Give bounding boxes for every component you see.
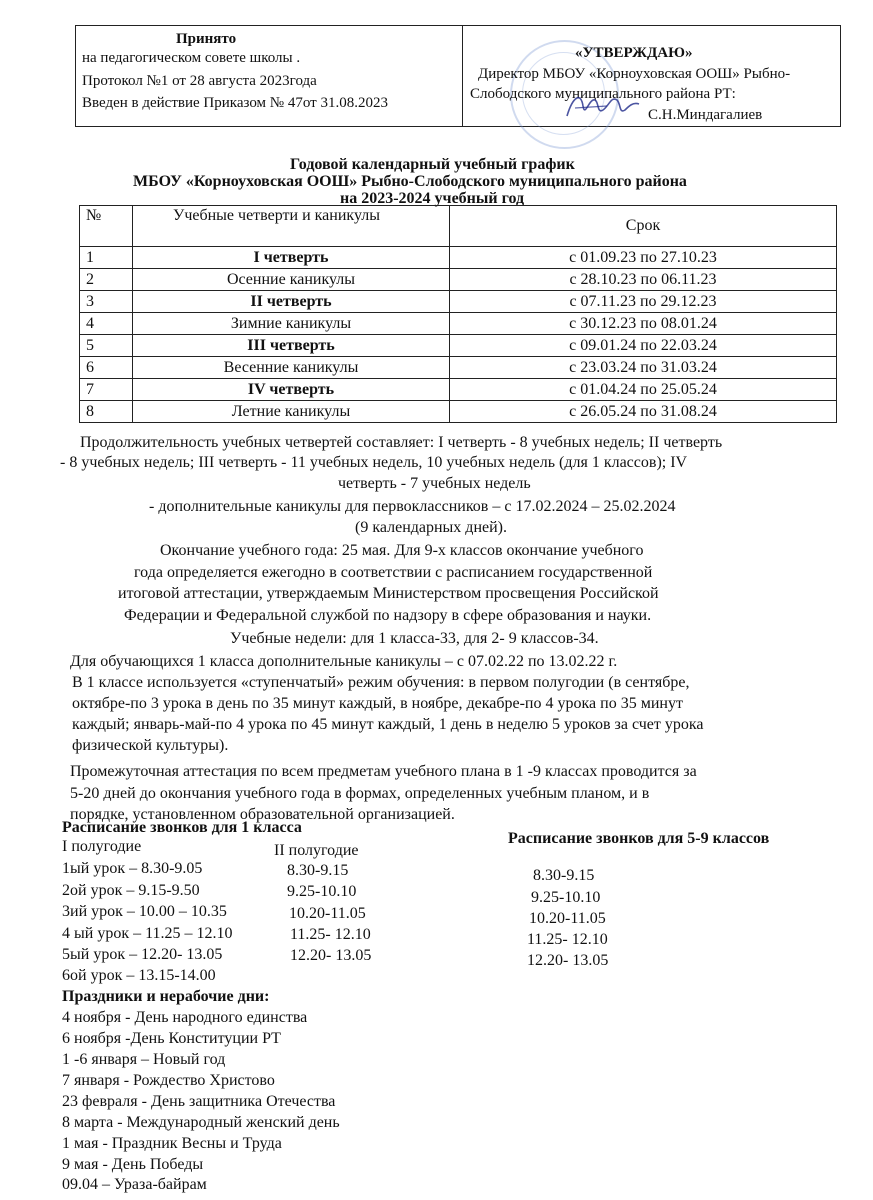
stepped-mode-line-3: каждый; январь-май-по 4 урока по 45 минут каждый, 1 день в неделю 5 уроков за счет урока [72, 716, 704, 733]
accepted-line-3: Введен в действие Приказом № 47от 31.08.2023 [82, 95, 388, 111]
bells-grade59-title: Расписание звонков для 5-9 классов [508, 830, 770, 847]
half1-lesson: 2ой урок – 9.15-9.50 [62, 882, 200, 899]
holiday-item: 6 ноября -День Конституции РТ [62, 1030, 281, 1047]
table-row [80, 269, 837, 291]
attestation-line-3: порядке, установленном образовательной организацией. [70, 806, 455, 823]
holiday-item: 1 мая - Праздник Весны и Труда [62, 1135, 282, 1152]
doc-title-line-3: на 2023-2024 учебный год [340, 190, 525, 207]
row-period: Летние каникулы [133, 401, 450, 423]
duration-line-2: - 8 учебных недель; III четверть - 11 учебных недель, 10 учебных недель (для 1 классов); IV [60, 454, 688, 471]
row-num: 1 [80, 247, 133, 269]
year-end-line-3: итоговой аттестации, утверждаемым Министерством просвещения Российской [118, 585, 659, 602]
schedule-table [79, 205, 837, 423]
holidays-title: Праздники и нерабочие дни: [62, 988, 270, 1005]
table-row [80, 291, 837, 313]
col-header-period: Учебные четверти и каникулы [133, 206, 450, 247]
table-row [80, 357, 837, 379]
year-end-line-2: года определяется ежегодно в соответствии с расписанием государственной [134, 564, 653, 581]
row-term: с 01.09.23 по 27.10.23 [450, 247, 837, 269]
table-header-row [80, 206, 837, 247]
attestation-line-2: 5-20 дней до окончания учебного года в формах, определенных учебным планом, и в [70, 785, 650, 802]
row-term: с 01.04.24 по 25.05.24 [450, 379, 837, 401]
half2-lesson: 11.25- 12.10 [290, 926, 371, 943]
duration-line-1: Продолжительность учебных четвертей составляет: I четверть - 8 учебных недель; II четверть [80, 434, 723, 451]
duration-line-3: четверть - 7 учебных недель [338, 475, 531, 492]
half1-lesson: 6ой урок – 13.15-14.00 [62, 967, 216, 984]
approved-line-1: Директор МБОУ «Корноуховская ООШ» Рыбно- [478, 66, 791, 82]
half1-lesson: 4 ый урок – 11.25 – 12.10 [62, 925, 233, 942]
attestation-line-1: Промежуточная аттестация по всем предметам учебного плана в 1 -9 классах проводится за [70, 763, 697, 780]
holiday-item: 7 января - Рождество Христово [62, 1072, 275, 1089]
approved-line-2: Слободского муниципального района РТ: [470, 86, 736, 102]
grade59-lesson: 11.25- 12.10 [527, 931, 608, 948]
col-header-num: № [80, 206, 133, 247]
row-num: 8 [80, 401, 133, 423]
grade59-lesson: 10.20-11.05 [529, 910, 606, 927]
row-num: 6 [80, 357, 133, 379]
table-row [80, 379, 837, 401]
first-grade-extra-holidays: Для обучающихся 1 класса дополнительные каникулы – с 07.02.22 по 13.02.22 г. [70, 653, 618, 670]
holiday-item: 4 ноября - День народного единства [62, 1009, 308, 1026]
row-num: 2 [80, 269, 133, 291]
grade59-lesson: 12.20- 13.05 [527, 952, 609, 969]
row-term: с 07.11.23 по 29.12.23 [450, 291, 837, 313]
year-end-line-4: Федерации и Федеральной службой по надзору в сфере образования и науки. [124, 607, 652, 624]
row-period: IV четверть [133, 379, 450, 401]
doc-title-line-1: Годовой календарный учебный график [290, 156, 575, 173]
half1-lesson: 1ый урок – 8.30-9.05 [62, 860, 203, 877]
half2-title: II полугодие [274, 842, 359, 859]
row-period: III четверть [133, 335, 450, 357]
row-term: с 30.12.23 по 08.01.24 [450, 313, 837, 335]
row-period: Весенние каникулы [133, 357, 450, 379]
grade59-lesson: 8.30-9.15 [533, 867, 595, 884]
row-term: с 26.05.24 по 31.08.24 [450, 401, 837, 423]
doc-title-line-2: МБОУ «Корноуховская ООШ» Рыбно-Слободского муниципального района [133, 173, 687, 190]
director-name: С.Н.Миндагалиев [648, 107, 763, 123]
accepted-title: Принято [176, 31, 237, 47]
row-period: Зимние каникулы [133, 313, 450, 335]
holiday-item: 23 февраля - День защитника Отечества [62, 1093, 336, 1110]
row-term: с 28.10.23 по 06.11.23 [450, 269, 837, 291]
row-period: I четверть [133, 247, 450, 269]
accepted-line-2: Протокол №1 от 28 августа 2023года [82, 73, 317, 89]
half2-lesson: 8.30-9.15 [287, 862, 349, 879]
stepped-mode-line-4: физической культуры). [72, 737, 229, 754]
half1-lesson: 3ий урок – 10.00 – 10.35 [62, 903, 227, 920]
header-divider [462, 25, 463, 127]
row-term: с 23.03.24 по 31.03.24 [450, 357, 837, 379]
holiday-item: 1 -6 января – Новый год [62, 1051, 226, 1068]
row-num: 7 [80, 379, 133, 401]
table-row [80, 401, 837, 423]
study-weeks: Учебные недели: для 1 класса-33, для 2- 9 классов-34. [230, 630, 599, 647]
row-num: 3 [80, 291, 133, 313]
table-row [80, 335, 837, 357]
director-signature [563, 88, 643, 124]
extra-holidays-line-1: - дополнительные каникулы для первоклассников – с 17.02.2024 – 25.02.2024 [149, 498, 676, 515]
row-term: с 09.01.24 по 22.03.24 [450, 335, 837, 357]
half2-lesson: 10.20-11.05 [289, 905, 366, 922]
holiday-item: 09.04 – Ураза-байрам [62, 1176, 207, 1193]
grade59-lesson: 9.25-10.10 [531, 889, 601, 906]
stepped-mode-line-2: октябре-по 3 урока в день по 35 минут каждый, в ноябре, декабре-по 4 урока по 35 минут [72, 695, 683, 712]
bells-grade1-title: Расписание звонков для 1 класса [62, 819, 302, 836]
row-num: 5 [80, 335, 133, 357]
holiday-item: 9 мая - День Победы [62, 1156, 204, 1173]
extra-holidays-line-2: (9 календарных дней). [355, 519, 507, 536]
table-row [80, 313, 837, 335]
half2-lesson: 12.20- 13.05 [290, 947, 372, 964]
holiday-item: 8 марта - Международный женский день [62, 1114, 340, 1131]
row-period: Осенние каникулы [133, 269, 450, 291]
year-end-line-1: Окончание учебного года: 25 мая. Для 9-х классов окончание учебного [160, 542, 644, 559]
approved-title: «УТВЕРЖДАЮ» [575, 45, 693, 61]
half1-title: I полугодие [62, 838, 142, 855]
accepted-line-1: на педагогическом совете школы . [82, 50, 301, 66]
row-period: II четверть [133, 291, 450, 313]
half2-lesson: 9.25-10.10 [287, 883, 357, 900]
half1-lesson: 5ый урок – 12.20- 13.05 [62, 946, 223, 963]
col-header-term: Срок [450, 206, 837, 247]
table-row [80, 247, 837, 269]
stepped-mode-line-1: В 1 классе используется «ступенчатый» режим обучения: в первом полугодии (в сентябре, [72, 674, 690, 691]
row-num: 4 [80, 313, 133, 335]
